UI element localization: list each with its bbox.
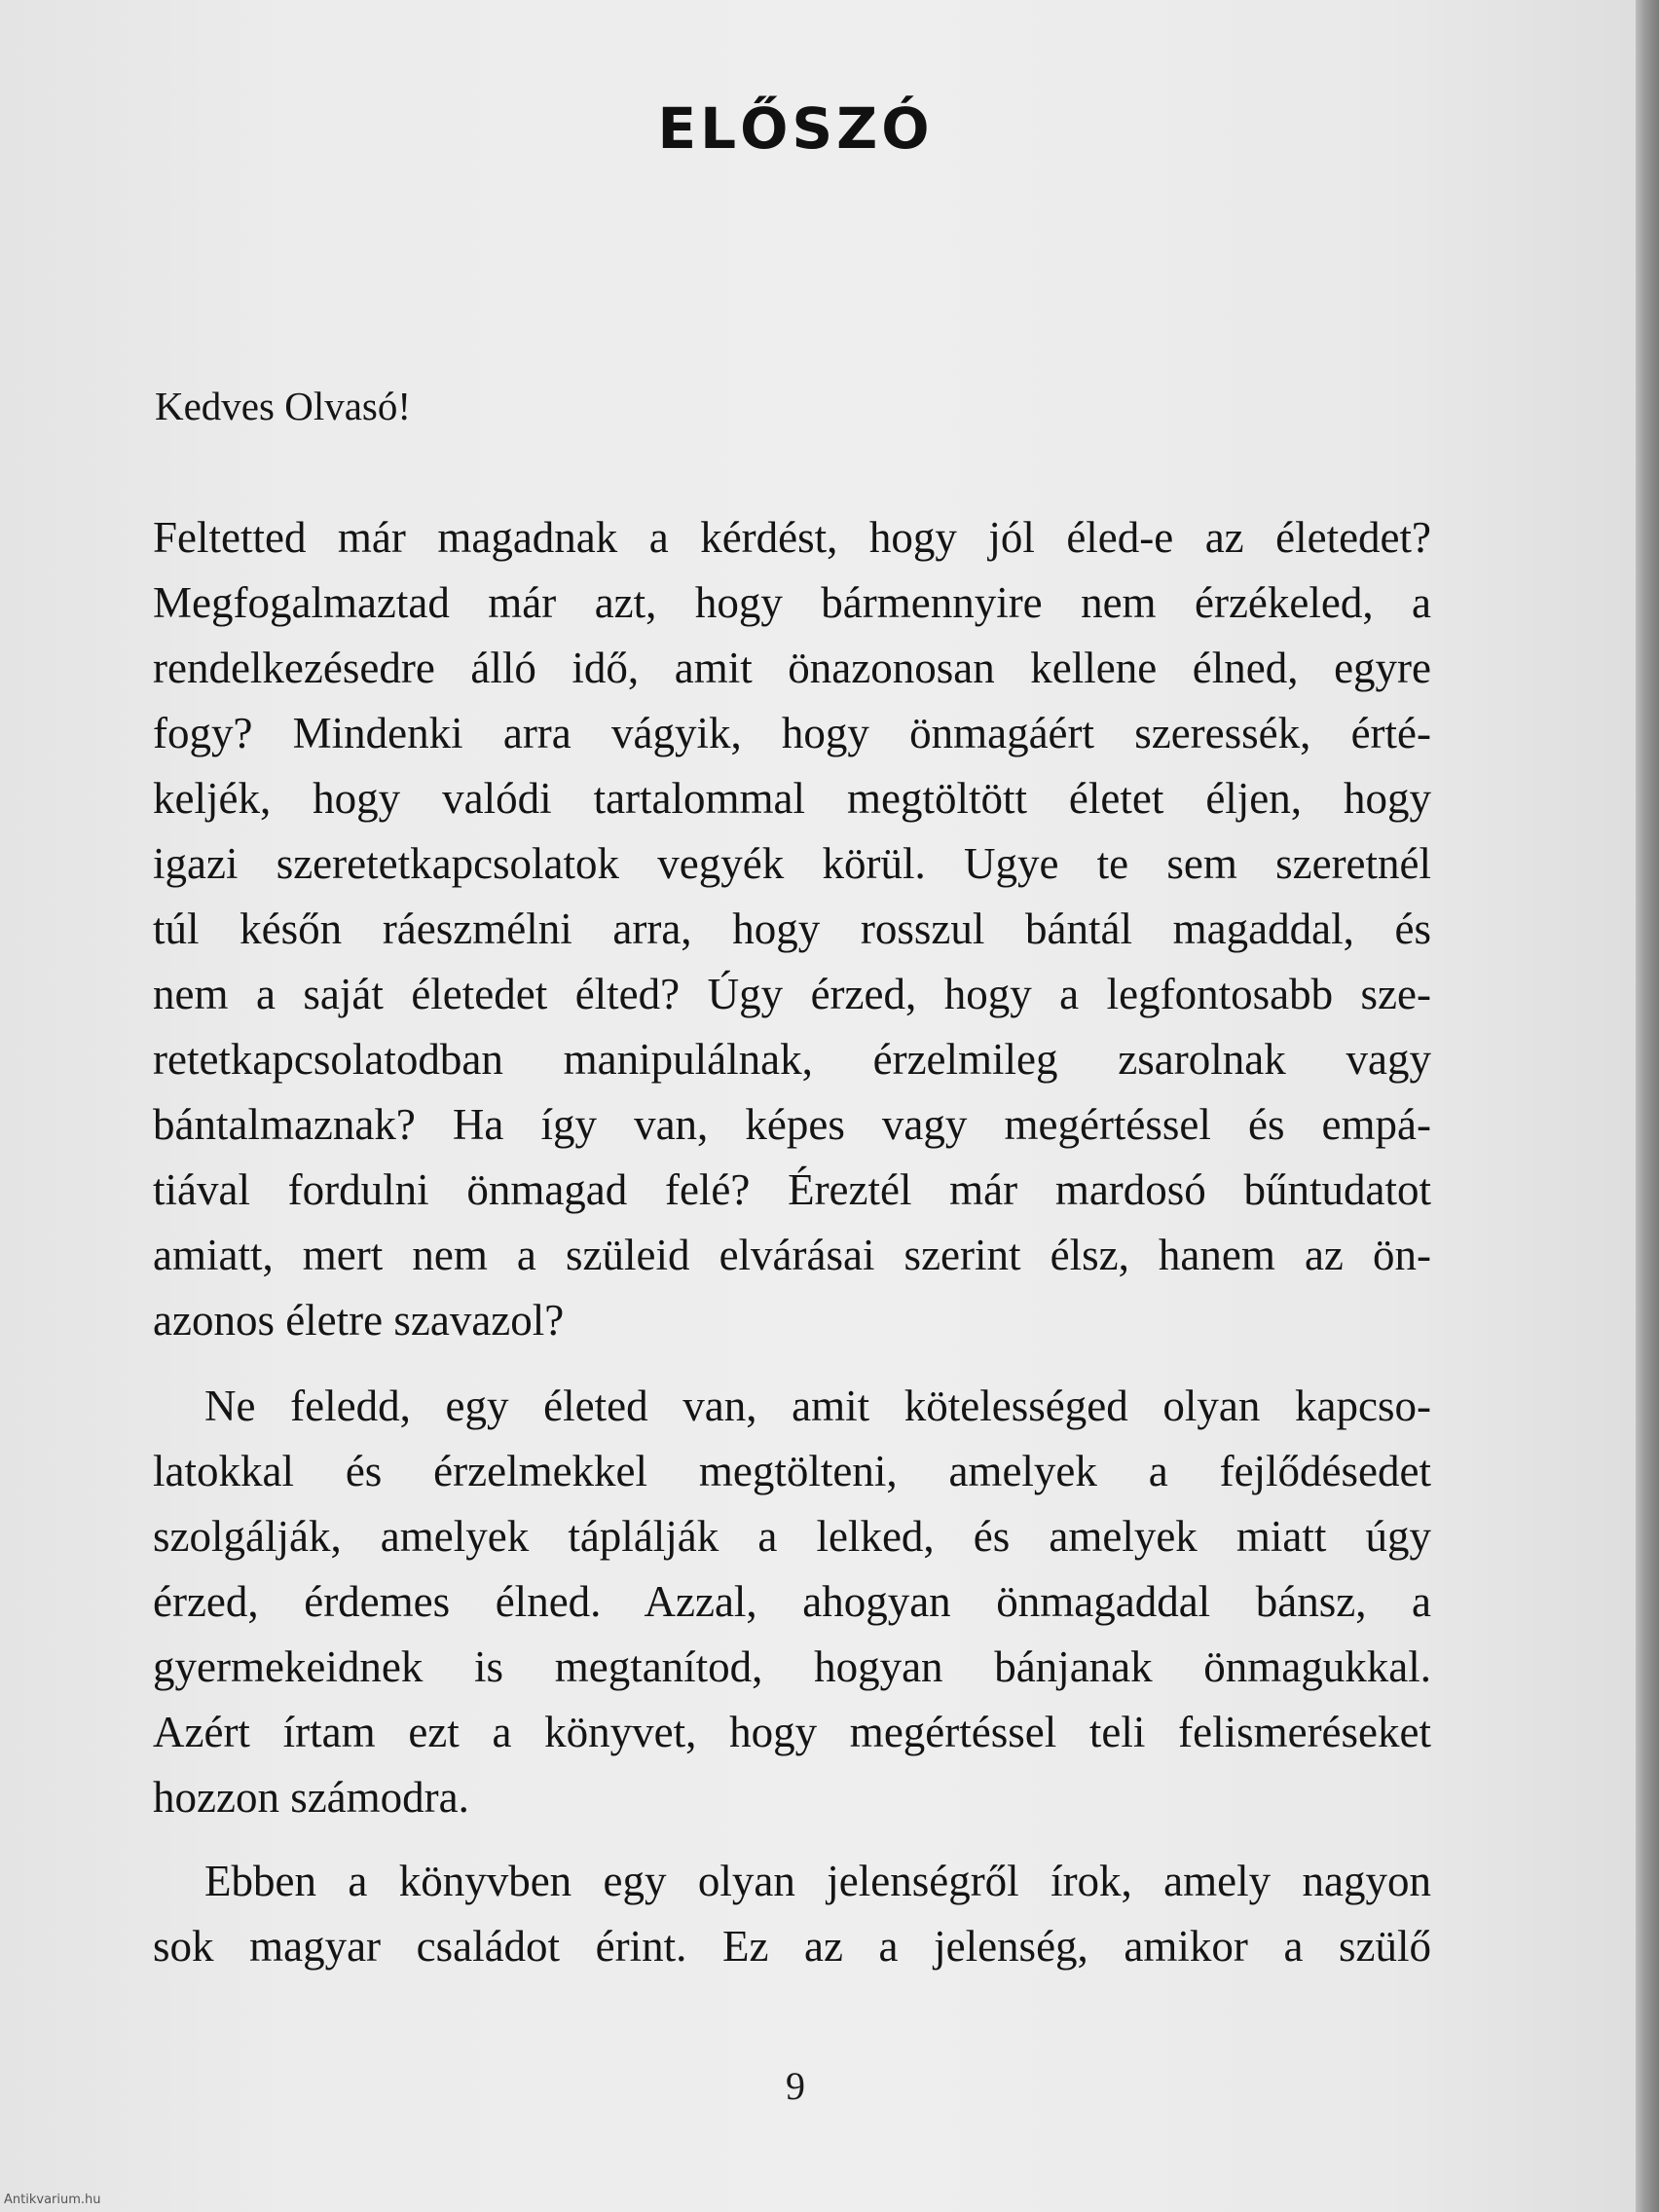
- text-line: igazi szeretetkapcsolatok vegyék körül. Ugye te sem szeretnél: [153, 839, 1431, 888]
- text-line: Megfogalmaztad már azt, hogy bármennyire nem érzékeled, a: [153, 578, 1431, 627]
- text-line: gyermekeidnek is megtanítod, hogyan bánjanak önmagukkal.: [153, 1642, 1431, 1691]
- text-line: tiával fordulni önmagad felé? Éreztél már mardosó bűntudatot: [153, 1165, 1431, 1214]
- text-line: azonos életre szavazol?: [153, 1296, 565, 1345]
- text-line: fogy? Mindenki arra vágyik, hogy önmagáért szeressék, érté-: [153, 709, 1431, 757]
- text-line: retetkapcsolatodban manipulálnak, érzelmileg zsarolnak vagy: [153, 1035, 1431, 1084]
- page-number: 9: [786, 2064, 805, 2108]
- text-line: bántalmaznak? Ha így van, képes vagy megértéssel és empá-: [153, 1100, 1431, 1149]
- text-line: keljék, hogy valódi tartalommal megtöltött életet éljen, hogy: [153, 774, 1431, 823]
- text-line: Ebben a könyvben egy olyan jelenségről írok, amely nagyon: [204, 1857, 1431, 1905]
- chapter-title: ELŐSZÓ: [657, 95, 934, 162]
- text-line: érzed, érdemes élned. Azzal, ahogyan önmagaddal bánsz, a: [153, 1577, 1431, 1626]
- text-line: Feltetted már magadnak a kérdést, hogy jól éled-e az életedet?: [153, 513, 1431, 562]
- text-line: hozzon számodra.: [153, 1773, 469, 1822]
- text-line: nem a saját életedet élted? Úgy érzed, hogy a legfontosabb sze-: [153, 970, 1431, 1018]
- text-line: szolgálják, amelyek táplálják a lelked, és amelyek miatt úgy: [153, 1512, 1431, 1561]
- text-line: sok magyar családot érint. Ez az a jelenség, amikor a szülő: [153, 1922, 1431, 1971]
- text-line: amiatt, mert nem a szüleid elvárásai szerint élsz, hanem az ön-: [153, 1231, 1431, 1279]
- page-edge-shadow: [1636, 0, 1659, 2212]
- text-line: latokkal és érzelmekkel megtölteni, amelyek a fejlődésedet: [153, 1447, 1431, 1495]
- text-line: rendelkezésedre álló idő, amit önazonosan kellene élned, egyre: [153, 644, 1431, 692]
- text-line: túl későn ráeszmélni arra, hogy rosszul bántál magaddal, és: [153, 904, 1431, 953]
- greeting-line: Kedves Olvasó!: [155, 384, 412, 428]
- text-line: Ne feledd, egy életed van, amit kötelességed olyan kapcso-: [204, 1382, 1431, 1430]
- watermark: Antikvarium.hu: [4, 2193, 101, 2207]
- text-line: Azért írtam ezt a könyvet, hogy megértéssel teli felismeréseket: [153, 1708, 1431, 1756]
